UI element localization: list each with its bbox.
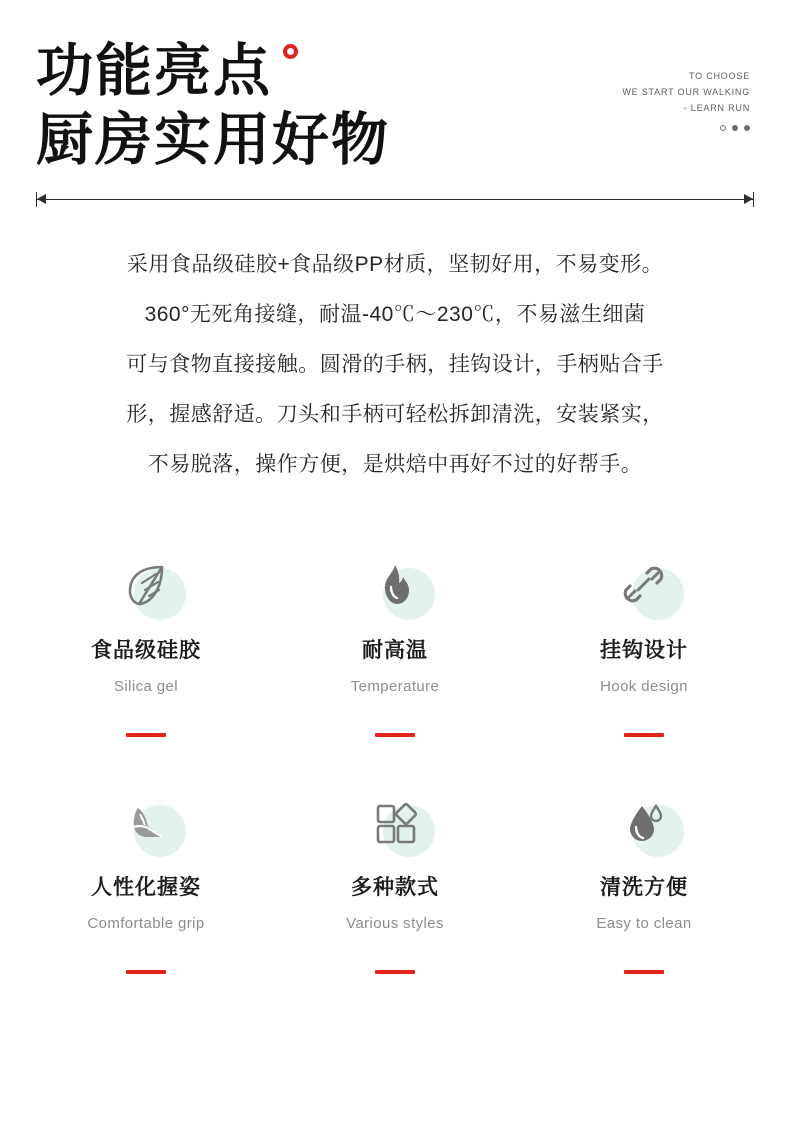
feature-icon-wrap — [279, 542, 511, 628]
header-side-text — [622, 68, 750, 131]
description-line-2: 360°无死角接缝，耐温-40℃～230℃，不易滋生细菌 — [144, 303, 646, 326]
divider-bar — [36, 199, 754, 200]
feature-icon-wrap — [528, 779, 760, 865]
feature-rule — [126, 970, 166, 974]
arrow-left-icon — [37, 194, 46, 204]
feature-icon-wrap — [30, 542, 262, 628]
page-title-line-1: 功能亮点 — [36, 39, 272, 103]
feature-item-silica-gel — [30, 542, 262, 737]
dot-filled-icon-1 — [732, 125, 738, 131]
description-line-1: 采用食品级硅胶+食品级PP材质，坚韧好用，不易变形。 — [126, 253, 664, 276]
feature-title-en: Temperature — [350, 678, 440, 695]
dot-hollow-icon — [720, 125, 726, 131]
feature-rule — [375, 733, 415, 737]
description-line-4: 形，握感舒适。刀头和手柄可轻松拆卸清洗，安装紧实， — [126, 403, 664, 426]
flame-icon — [367, 557, 423, 613]
feature-title-en: Easy to clean — [596, 915, 692, 932]
feature-title-en: Hook design — [600, 678, 688, 695]
feature-title-cn: 耐高温 — [362, 639, 428, 662]
feature-item-hook-design — [528, 542, 760, 737]
arrow-right-icon — [744, 194, 753, 204]
feature-item-various-styles — [279, 779, 511, 974]
side-text-line-3: - LEARN RUN — [683, 103, 750, 113]
feature-item-easy-to-clean — [528, 779, 760, 974]
feature-title-cn: 人性化握姿 — [91, 876, 201, 899]
leaf-icon — [118, 557, 174, 613]
page-title — [36, 38, 390, 175]
description-line-3: 可与食物直接接触。圆滑的手柄，挂钩设计，手柄贴合手 — [126, 353, 664, 376]
shapes-icon — [367, 794, 423, 850]
feature-row-1 — [30, 542, 760, 737]
feature-title-cn: 挂钩设计 — [600, 639, 688, 662]
water-drop-icon — [616, 794, 672, 850]
feature-title-cn: 食品级硅胶 — [91, 639, 201, 662]
feature-icon-wrap — [30, 779, 262, 865]
feature-item-comfortable-grip — [30, 779, 262, 974]
feature-title-en: Comfortable grip — [87, 915, 205, 932]
feature-grid — [30, 542, 760, 974]
page-title-line-2: 厨房实用好物 — [36, 108, 390, 173]
hand-grip-icon — [118, 794, 174, 850]
feature-rule — [624, 970, 664, 974]
dot-filled-icon-2 — [744, 125, 750, 131]
dot-group — [622, 125, 750, 131]
feature-title-cn: 清洗方便 — [600, 876, 688, 899]
accent-circle-icon — [283, 44, 298, 59]
feature-rule — [624, 733, 664, 737]
description-line-5: 不易脱落，操作方便，是烘焙中再好不过的好帮手。 — [147, 453, 643, 476]
feature-rule — [375, 970, 415, 974]
page-header — [0, 0, 790, 190]
feature-title-en: Silica gel — [113, 678, 179, 695]
side-text-line-2: WE START OUR WALKING — [622, 87, 750, 97]
feature-item-temperature — [279, 542, 511, 737]
feature-title-en: Various styles — [346, 915, 444, 932]
feature-rule — [126, 733, 166, 737]
product-description — [42, 240, 748, 490]
side-text-line-1: TO CHOOSE — [688, 71, 750, 81]
feature-row-2 — [30, 779, 760, 974]
feature-title-cn: 多种款式 — [351, 876, 439, 899]
feature-icon-wrap — [279, 779, 511, 865]
divider-arrow-line — [36, 190, 754, 210]
feature-icon-wrap — [528, 542, 760, 628]
link-chain-icon — [616, 557, 672, 613]
divider-cap-right — [753, 192, 754, 207]
